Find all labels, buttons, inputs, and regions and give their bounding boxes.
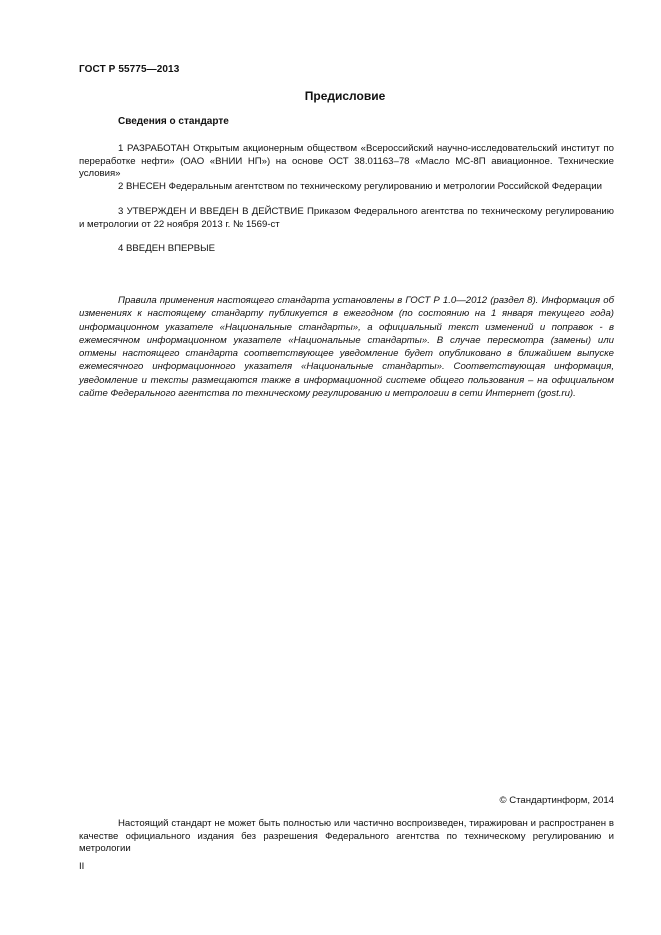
document-code: ГОСТ Р 55775—2013 — [79, 64, 180, 75]
item-text: 3 УТВЕРЖДЕН И ВВЕДЕН В ДЕЙСТВИЕ Приказом Федерального агентства по техническому регулированию и метрологии от 22 ноября 2013 г. № 1569-ст — [79, 206, 614, 230]
item-text: 1 РАЗРАБОТАН Открытым акционерным обществом «Всероссийский научно-исследовательский институт по переработке нефти» (ОАО «ВНИИ НП») на основе ОСТ 38.01163–78 «Масло МС-8П авиационное. Технические условия» — [79, 143, 614, 180]
item-text: 2 ВНЕСЕН Федеральным агентством по техническому регулированию и метрологии Российской Федерации — [118, 181, 603, 192]
standard-info-item-2 — [79, 181, 614, 194]
application-notice — [79, 294, 614, 400]
reproduction-notice — [79, 818, 614, 856]
page-number: II — [79, 861, 85, 872]
standard-info-item-3 — [79, 206, 614, 231]
footer-text: Настоящий стандарт не может быть полностью или частично воспроизведен, тиражирован и распространен в качестве официального издания без разрешения Федерального агентства по техническому регулированию и метрологии — [79, 818, 614, 855]
item-text: 4 ВВЕДЕН ВПЕРВЫЕ — [118, 243, 216, 254]
notice-text: Правила применения настоящего стандарта установлены в ГОСТ Р 1.0—2012 (раздел 8). Информация об изменениях к настоящему стандарту публикуется в ежегодном (по состоянию на 1 января текущего года) информационном указателе «Национальные стандарты», а официальный текст изменений и поправок - в ежемесячном информационном указателе «Национальные стандарты». В случае пересмотра (замены) или отмены настоящего стандарта соответствующее уведомление будет опубликовано в ближайшем выпуске ежемесячного информационного указателя «Национальные стандарты». Соответствующая информация, уведомление и тексты размещаются также в информационной системе общего пользования – на официальном сайте Федерального агентства по техническому регулированию и метрологии в сети Интернет (gost.ru). — [79, 295, 614, 400]
standard-info-item-4 — [79, 243, 614, 256]
copyright-line: © Стандартинформ, 2014 — [499, 795, 614, 806]
section-subtitle: Сведения о стандарте — [118, 116, 229, 127]
page-title: Предисловие — [304, 89, 386, 103]
standard-info-item-1 — [79, 143, 614, 181]
